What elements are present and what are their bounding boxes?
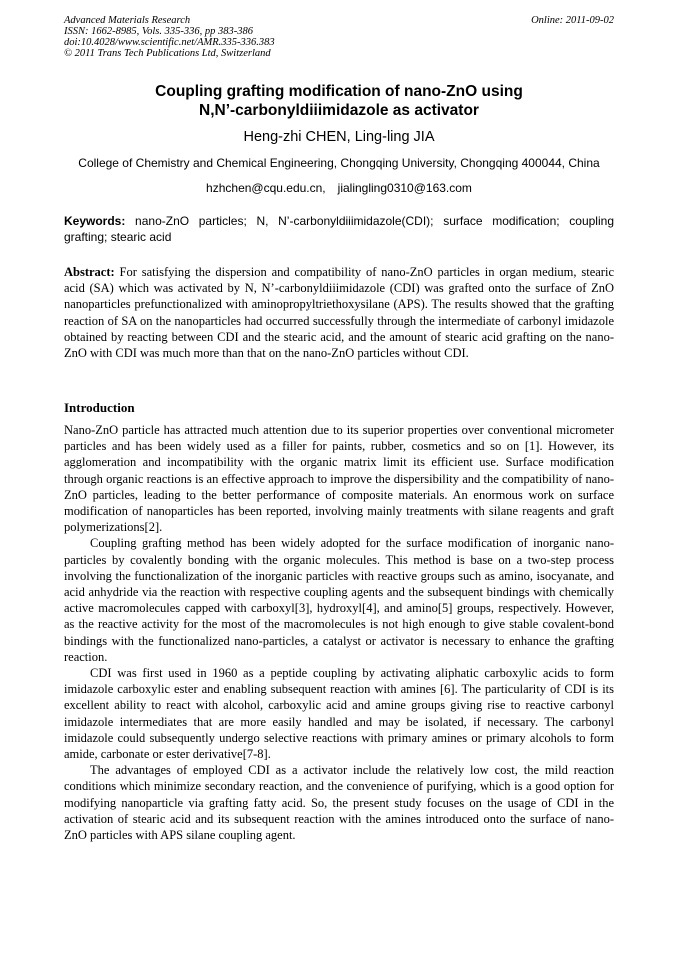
email-2[interactable]: jialingling0310@163.com — [337, 181, 472, 195]
online-date-text: Online: 2011-09-02 — [531, 15, 614, 26]
section-heading-introduction: Introduction — [64, 400, 135, 415]
abstract-text: For satisfying the dispersion and compatibility of nano-ZnO particles in organ medium, stearic acid (SA) which was activated by N, N’-carbonyldiiimidazole (CDI) was grafted onto the surface of ZnO nanoparticles prefunctionalized with aminopropyltriethoxysilane (APS). The results showed that the grafting reaction of SA on the nanoparticles had occurred successfully through the intermediate of carbonyl imidazole obtained by reacting between CDI and the stearic acid, and the amount of stearic acid grafting on the nano-ZnO with CDI was much more than that on the nano-ZnO particles without CDI. — [64, 265, 614, 361]
email-1[interactable]: hzhchen@cqu.edu.cn, — [206, 181, 326, 195]
abstract — [64, 264, 614, 361]
online-date — [531, 15, 614, 26]
affiliation: College of Chemistry and Chemical Engineering, Chongqing University, Chongqing 400044, China — [78, 156, 600, 170]
title-line-1: Coupling grafting modification of nano-ZnO using — [155, 83, 523, 100]
doi-line: doi:10.4028/www.scientific.net/AMR.335-336.383 — [64, 37, 275, 48]
title-line-2: N,N’-carbonyldiiimidazole as activator — [199, 102, 479, 119]
authors: Heng-zhi CHEN, Ling-ling JIA — [243, 129, 435, 145]
journal-header — [64, 15, 275, 59]
intro-paragraph-3: CDI was first used in 1960 as a peptide coupling by activating aliphatic carboxylic acids to form imidazole carboxylic ester and enabling subsequent reaction with amines [6]. The particularity of CDI is its excellent ability to react with alcohol, carboxylic acid and amine groups giving rise to reactive carbonyl imidazole intermediates that are more easily handled and may be isolated, if necessary. The carbonyl imidazole could subsequently undergo selective reactions with primary amines or primary alcohols to form amide, carbonate or ester derivative[7-8]. — [64, 666, 614, 762]
journal-name: Advanced Materials Research — [64, 15, 191, 26]
intro-paragraph-4: The advantages of employed CDI as a activator include the relatively low cost, the mild reaction conditions which minimize secondary reaction, and the convenience of purifying, which is a good option for modifying nanoparticle via grafting fatty acid. So, the present study focuses on the usage of CDI in the activation of stearic acid and its subsequent reaction with the amines introduced onto the surface of nano-ZnO particles with APS silane coupling agent. — [64, 763, 614, 843]
keywords-label: Keywords: — [64, 214, 126, 228]
keywords-text: nano-ZnO particles; N, N’-carbonyldiiimidazole(CDI); surface modification; coupling grafting; stearic acid — [64, 214, 614, 244]
keywords — [64, 213, 614, 245]
abstract-label: Abstract: — [64, 265, 115, 279]
intro-paragraph-1: Nano-ZnO particle has attracted much attention due to its superior properties over conventional micrometer particles and has been widely used as a filler for paints, rubber, cosmetics and so on [1]. However, its agglomeration and incompatibility with the organic matrix limit its efficient use. Surface modification through organic reactions is an effective approach to improve the dispersibility and the compatibility of nano-ZnO particles, leading to the better performance of composite materials. An enormous work on surface modification of nanoparticles has been reported, involving mainly treatments with silane reagents and graft polymerizations[2]. — [64, 423, 614, 535]
intro-paragraph-2: Coupling grafting method has been widely adopted for the surface modification of inorganic nano-particles by covalently bonding with the organic molecules. This method is base on a two-step process involving the functionalization of the inorganic particles with reactive groups such as amino, isocyanate, and acid anhydride via the reaction with respective coupling agents and the subsequent bindings with chemically active macromolecules capped with carboxyl[3], hydroxyl[4], and amino[5] groups, respectively. However, as the reactive activity for the most of the macromolecules is not high enough to give stable covalent-bond bindings with the functionalized nano-particles, a catalyst or activator is necessary to enhance the grafting reaction. — [64, 536, 614, 664]
paper-title — [64, 82, 614, 120]
copyright-line: © 2011 Trans Tech Publications Ltd, Switzerland — [64, 48, 271, 59]
introduction-body — [64, 422, 614, 843]
emails — [64, 181, 614, 195]
issn-line: ISSN: 1662-8985, Vols. 335-336, pp 383-386 — [64, 26, 253, 37]
